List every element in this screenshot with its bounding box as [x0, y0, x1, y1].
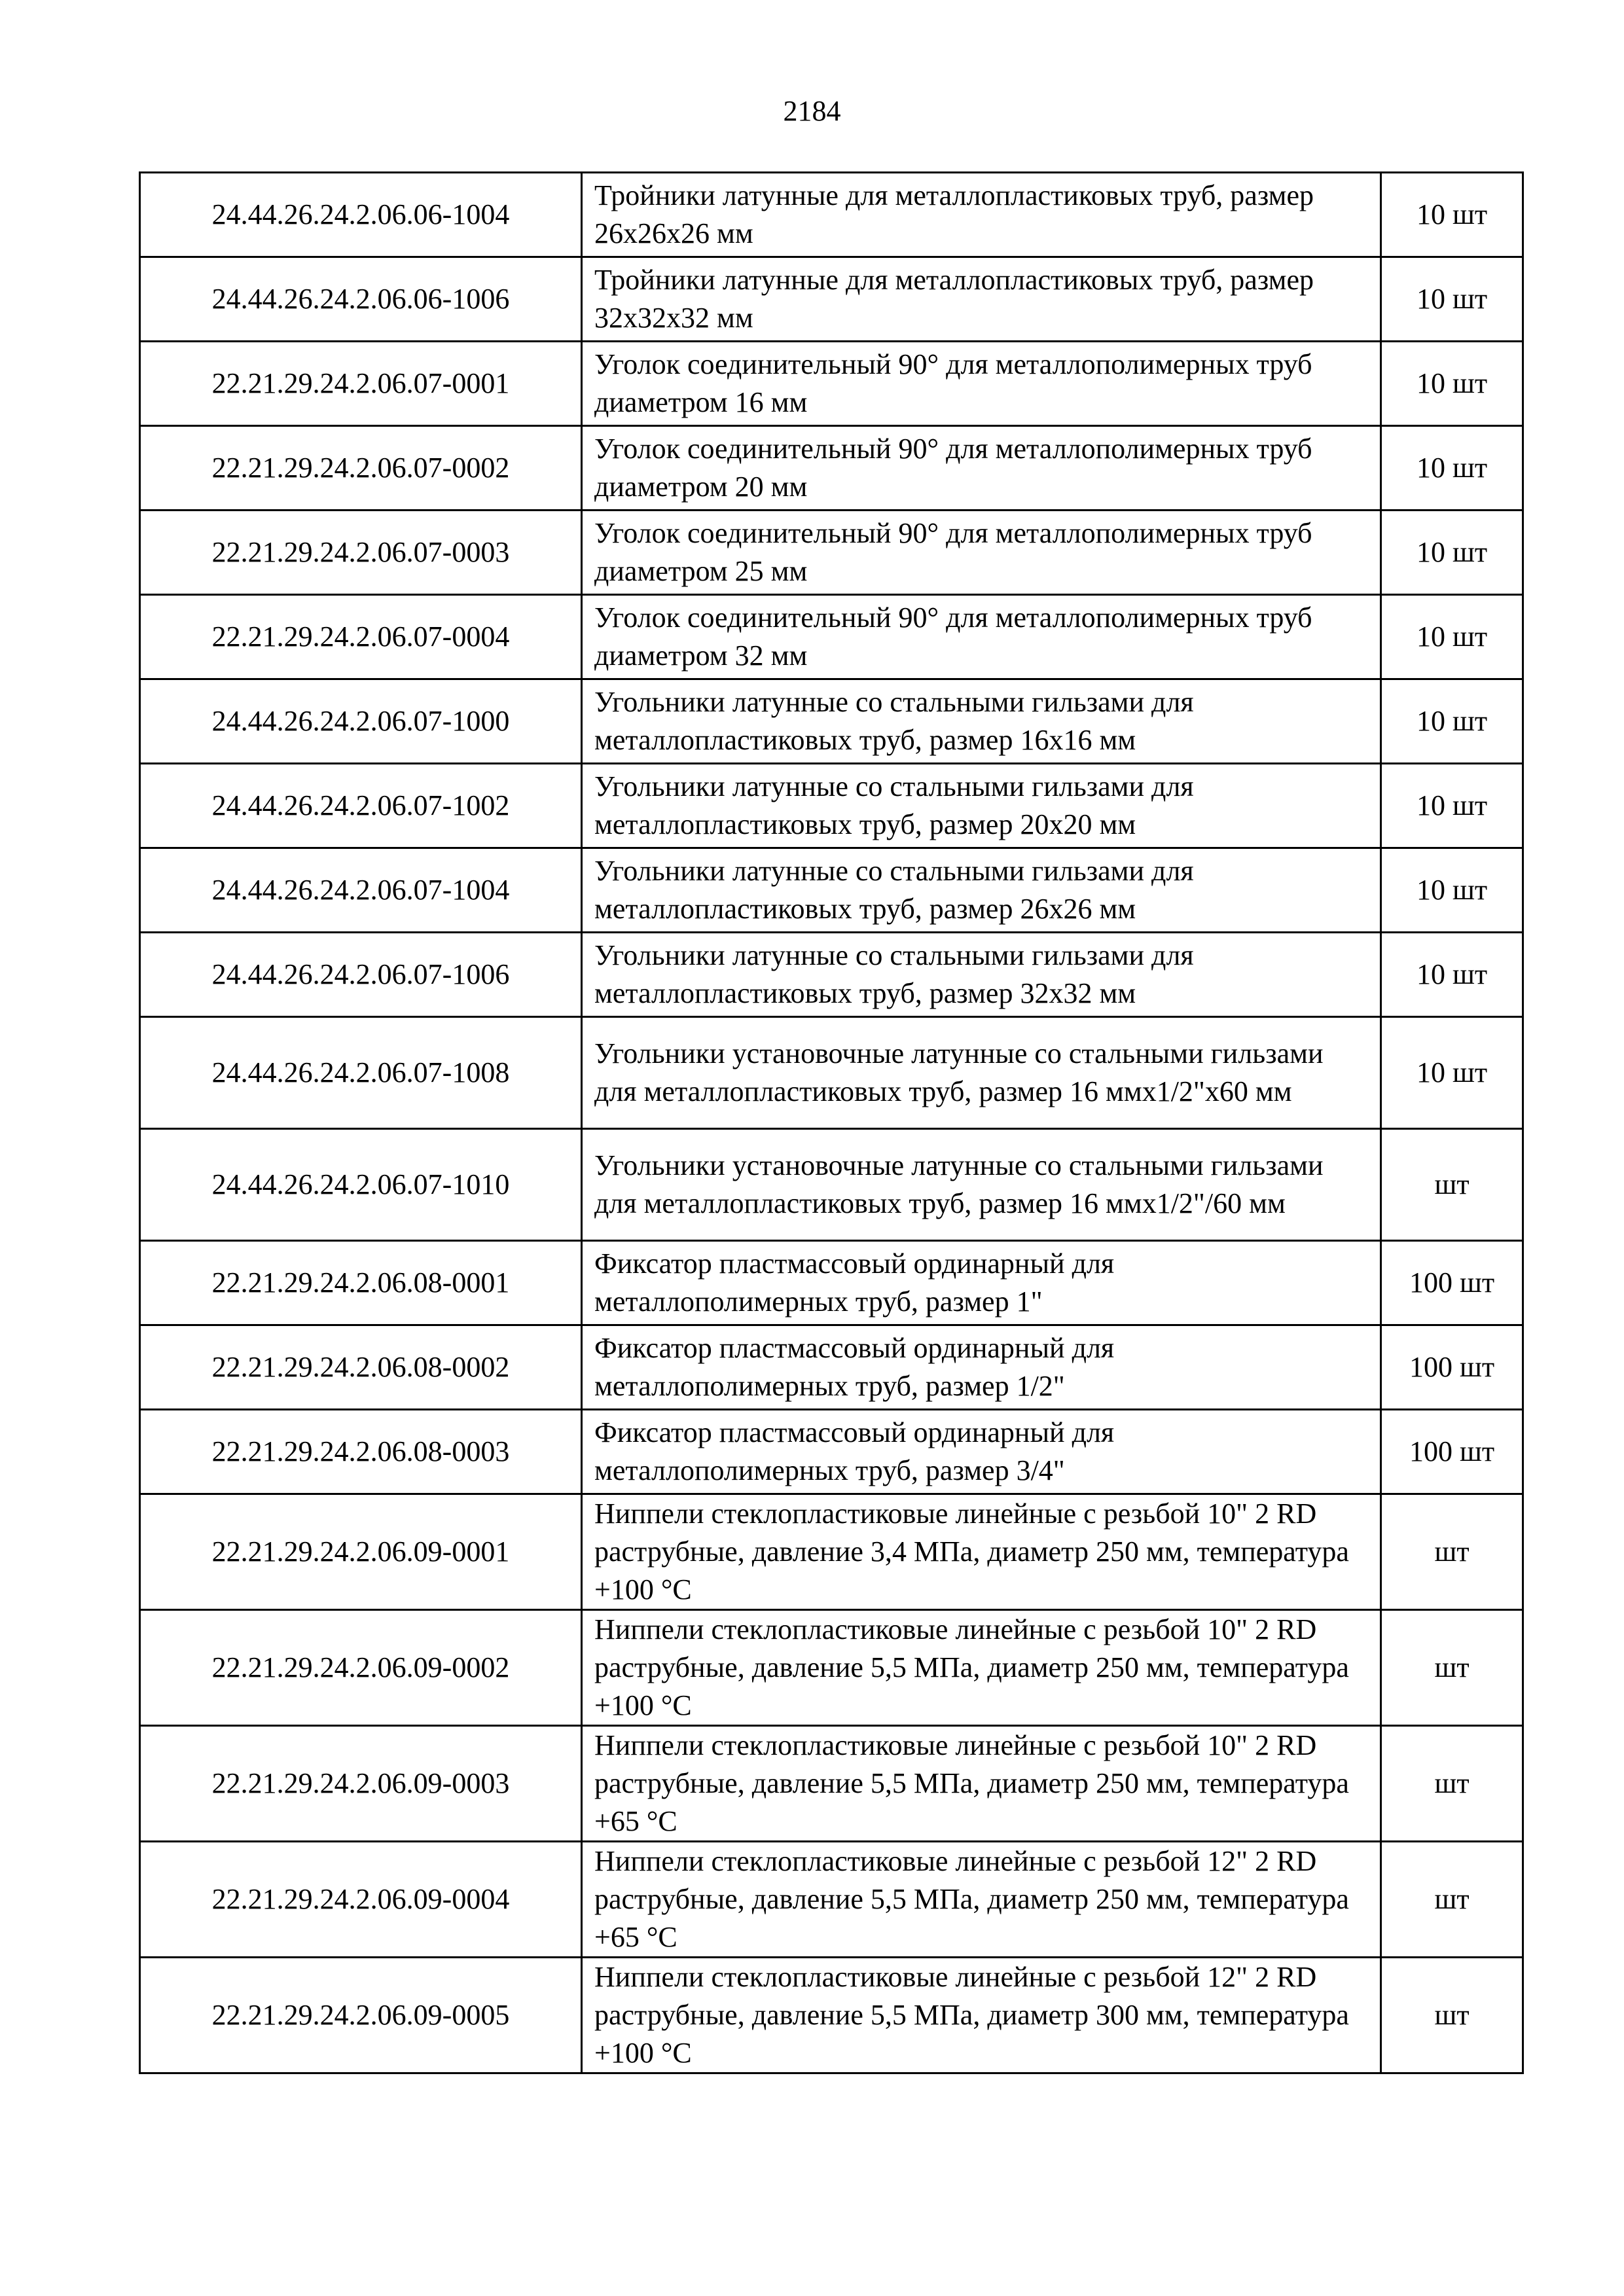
item-code: 22.21.29.24.2.06.07-0002 — [140, 426, 582, 511]
table-row — [140, 1958, 1523, 2073]
item-code: 22.21.29.24.2.06.07-0001 — [140, 342, 582, 426]
item-quantity: 100 шт — [1381, 1241, 1523, 1325]
item-quantity: 10 шт — [1381, 679, 1523, 764]
item-quantity: шт — [1381, 1610, 1523, 1726]
table-row — [140, 173, 1523, 257]
item-quantity: 10 шт — [1381, 764, 1523, 848]
item-description: Ниппели стеклопластиковые линейные с резьбой 12" 2 RD раструбные, давление 5,5 МПа, диаметр 300 мм, температура +100 °С — [582, 1958, 1381, 2073]
table-row — [140, 848, 1523, 933]
item-description: Уголок соединительный 90° для металлополимерных труб диаметром 16 мм — [582, 342, 1381, 426]
item-quantity: шт — [1381, 1842, 1523, 1958]
table-row — [140, 1726, 1523, 1842]
item-description: Уголок соединительный 90° для металлополимерных труб диаметром 25 мм — [582, 511, 1381, 595]
table-row — [140, 933, 1523, 1017]
item-code: 24.44.26.24.2.06.07-1004 — [140, 848, 582, 933]
item-description: Ниппели стеклопластиковые линейные с резьбой 10" 2 RD раструбные, давление 5,5 МПа, диаметр 250 мм, температура +65 °С — [582, 1726, 1381, 1842]
item-description: Тройники латунные для металлопластиковых труб, размер 26х26х26 мм — [582, 173, 1381, 257]
item-quantity: шт — [1381, 1129, 1523, 1241]
table-row — [140, 1017, 1523, 1129]
item-code: 22.21.29.24.2.06.08-0003 — [140, 1410, 582, 1494]
page-number: 2184 — [783, 95, 841, 127]
table-row — [140, 679, 1523, 764]
item-quantity: шт — [1381, 1958, 1523, 2073]
item-quantity: 100 шт — [1381, 1410, 1523, 1494]
table-row — [140, 511, 1523, 595]
item-code: 24.44.26.24.2.06.07-1008 — [140, 1017, 582, 1129]
item-code: 22.21.29.24.2.06.09-0001 — [140, 1494, 582, 1610]
table-row — [140, 1842, 1523, 1958]
item-quantity: 10 шт — [1381, 595, 1523, 679]
item-code: 24.44.26.24.2.06.06-1006 — [140, 257, 582, 342]
table-row — [140, 1610, 1523, 1726]
item-code: 24.44.26.24.2.06.07-1006 — [140, 933, 582, 1017]
table-row — [140, 1241, 1523, 1325]
item-quantity: 10 шт — [1381, 511, 1523, 595]
item-description: Угольники установочные латунные со стальными гильзами для металлопластиковых труб, размер 16 ммх1/2"/60 мм — [582, 1129, 1381, 1241]
item-quantity: 10 шт — [1381, 173, 1523, 257]
item-code: 24.44.26.24.2.06.07-1002 — [140, 764, 582, 848]
item-description: Угольники латунные со стальными гильзами для металлопластиковых труб, размер 32х32 мм — [582, 933, 1381, 1017]
item-code: 22.21.29.24.2.06.07-0004 — [140, 595, 582, 679]
item-description: Угольники латунные со стальными гильзами для металлопластиковых труб, размер 26х26 мм — [582, 848, 1381, 933]
items-table — [139, 171, 1524, 2074]
item-code: 22.21.29.24.2.06.08-0002 — [140, 1325, 582, 1410]
table-row — [140, 1325, 1523, 1410]
item-code: 24.44.26.24.2.06.07-1010 — [140, 1129, 582, 1241]
table-row — [140, 1129, 1523, 1241]
item-quantity: 10 шт — [1381, 1017, 1523, 1129]
item-description: Уголок соединительный 90° для металлополимерных труб диаметром 20 мм — [582, 426, 1381, 511]
item-description: Угольники латунные со стальными гильзами для металлопластиковых труб, размер 16х16 мм — [582, 679, 1381, 764]
table-row — [140, 426, 1523, 511]
items-table-body — [140, 173, 1523, 2073]
item-code: 24.44.26.24.2.06.06-1004 — [140, 173, 582, 257]
item-description: Ниппели стеклопластиковые линейные с резьбой 12" 2 RD раструбные, давление 5,5 МПа, диаметр 250 мм, температура +65 °С — [582, 1842, 1381, 1958]
item-description: Тройники латунные для металлопластиковых труб, размер 32х32х32 мм — [582, 257, 1381, 342]
item-quantity: шт — [1381, 1726, 1523, 1842]
item-description: Фиксатор пластмассовый ординарный для металлополимерных труб, размер 3/4" — [582, 1410, 1381, 1494]
item-quantity: 10 шт — [1381, 426, 1523, 511]
item-quantity: 10 шт — [1381, 342, 1523, 426]
item-description: Уголок соединительный 90° для металлополимерных труб диаметром 32 мм — [582, 595, 1381, 679]
table-row — [140, 1410, 1523, 1494]
item-quantity: 10 шт — [1381, 848, 1523, 933]
item-code: 24.44.26.24.2.06.07-1000 — [140, 679, 582, 764]
item-code: 22.21.29.24.2.06.07-0003 — [140, 511, 582, 595]
table-row — [140, 1494, 1523, 1610]
item-description: Фиксатор пластмассовый ординарный для металлополимерных труб, размер 1" — [582, 1241, 1381, 1325]
item-description: Фиксатор пластмассовый ординарный для металлополимерных труб, размер 1/2" — [582, 1325, 1381, 1410]
item-description: Угольники латунные со стальными гильзами для металлопластиковых труб, размер 20х20 мм — [582, 764, 1381, 848]
item-code: 22.21.29.24.2.06.09-0004 — [140, 1842, 582, 1958]
item-code: 22.21.29.24.2.06.09-0003 — [140, 1726, 582, 1842]
item-quantity: 10 шт — [1381, 257, 1523, 342]
item-description: Угольники установочные латунные со стальными гильзами для металлопластиковых труб, размер 16 ммх1/2"х60 мм — [582, 1017, 1381, 1129]
item-code: 22.21.29.24.2.06.08-0001 — [140, 1241, 582, 1325]
table-row — [140, 595, 1523, 679]
item-description: Ниппели стеклопластиковые линейные с резьбой 10" 2 RD раструбные, давление 3,4 МПа, диаметр 250 мм, температура +100 °С — [582, 1494, 1381, 1610]
item-quantity: шт — [1381, 1494, 1523, 1610]
table-row — [140, 764, 1523, 848]
item-code: 22.21.29.24.2.06.09-0005 — [140, 1958, 582, 2073]
item-quantity: 10 шт — [1381, 933, 1523, 1017]
table-row — [140, 342, 1523, 426]
item-code: 22.21.29.24.2.06.09-0002 — [140, 1610, 582, 1726]
table-row — [140, 257, 1523, 342]
item-description: Ниппели стеклопластиковые линейные с резьбой 10" 2 RD раструбные, давление 5,5 МПа, диаметр 250 мм, температура +100 °С — [582, 1610, 1381, 1726]
item-quantity: 100 шт — [1381, 1325, 1523, 1410]
